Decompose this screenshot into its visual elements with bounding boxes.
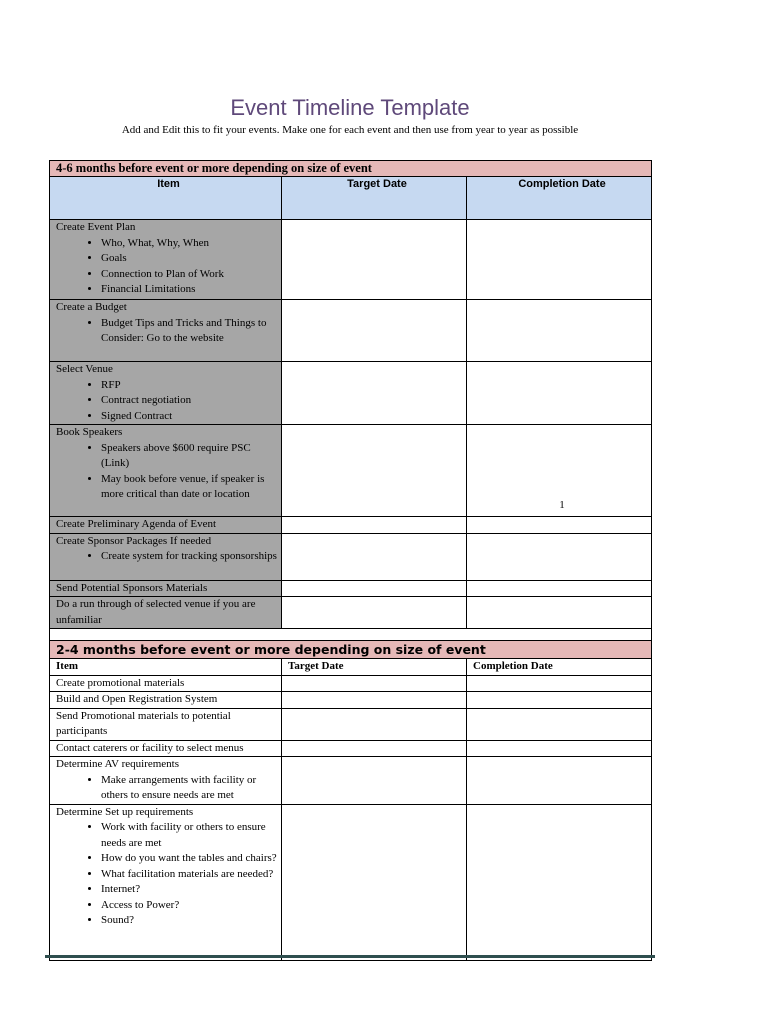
item-cell	[50, 675, 282, 692]
target-date-cell[interactable]	[282, 220, 467, 300]
item-bullet: • Financial Limitations	[101, 282, 281, 298]
column-header-row	[50, 177, 652, 220]
item-label: Do a run through of selected venue if you are unfamiliar	[56, 598, 256, 626]
item-label: Contact caterers or facility to select menus	[56, 741, 244, 754]
completion-date-cell[interactable]	[467, 533, 652, 580]
target-date-cell[interactable]	[282, 533, 467, 580]
table-row	[50, 692, 652, 709]
item-bullet: • How do you want the tables and chairs?	[101, 851, 281, 867]
item-label: Create a Budget	[56, 301, 127, 313]
target-date-cell[interactable]	[282, 692, 467, 709]
table-row	[50, 597, 652, 629]
item-bullet: • Signed Contract	[101, 409, 281, 425]
table-row	[50, 517, 652, 534]
target-date-cell[interactable]	[282, 757, 467, 805]
item-bullet: • Create system for tracking sponsorships	[101, 549, 281, 565]
item-bullet: • Make arrangements with facility or others to ensure needs are met	[101, 773, 281, 804]
table-row	[50, 425, 652, 517]
item-bullet: • Speakers above $600 require PSC (Link)	[101, 441, 281, 472]
item-cell	[50, 220, 282, 300]
target-date-cell[interactable]	[282, 580, 467, 597]
item-bullet-list	[56, 820, 281, 929]
item-bullet: • Access to Power?	[101, 898, 281, 914]
item-bullet: • Contract negotiation	[101, 393, 281, 409]
item-label: Determine AV requirements	[56, 758, 180, 770]
completion-date-cell[interactable]	[467, 804, 652, 960]
item-bullet-list	[56, 378, 281, 425]
column-header-target-date: Target Date	[282, 659, 467, 676]
item-bullet-list	[56, 441, 281, 503]
item-bullet: • Internet?	[101, 882, 281, 898]
target-date-cell[interactable]	[282, 517, 467, 534]
page-number: 1	[559, 498, 565, 511]
bottom-rule	[45, 955, 655, 958]
target-date-cell[interactable]	[282, 425, 467, 517]
item-bullet: • Sound?	[101, 913, 281, 929]
completion-date-cell[interactable]	[467, 425, 652, 517]
table-row	[50, 675, 652, 692]
item-cell	[50, 708, 282, 740]
timeline-table-2-4-months	[49, 640, 652, 961]
completion-date-cell[interactable]	[467, 675, 652, 692]
item-cell	[50, 757, 282, 805]
completion-date-cell[interactable]	[467, 220, 652, 300]
item-cell	[50, 740, 282, 757]
table-row	[50, 804, 652, 960]
completion-date-cell[interactable]	[467, 597, 652, 629]
item-label: Book Speakers	[56, 426, 123, 438]
column-header-item: Item	[50, 659, 282, 676]
item-cell	[50, 517, 282, 534]
item-bullet-list	[56, 549, 281, 565]
item-bullet: • Connection to Plan of Work	[101, 267, 281, 283]
item-bullet-list	[56, 236, 281, 298]
item-label: Create promotional materials	[56, 676, 185, 689]
item-bullet: • Goals	[101, 251, 281, 267]
target-date-cell[interactable]	[282, 300, 467, 362]
item-bullet: • RFP	[101, 378, 281, 394]
item-label: Determine Set up requirements	[56, 805, 194, 818]
column-header-completion-date: Completion Date	[467, 659, 652, 676]
item-label: Create Preliminary Agenda of Event	[56, 518, 217, 530]
item-bullet-list	[56, 773, 281, 804]
item-bullet: • May book before venue, if speaker is more critical than date or location	[101, 472, 281, 503]
item-cell	[50, 533, 282, 580]
target-date-cell[interactable]	[282, 740, 467, 757]
item-cell	[50, 300, 282, 362]
item-cell	[50, 362, 282, 425]
table-row	[50, 740, 652, 757]
completion-date-cell[interactable]	[467, 300, 652, 362]
item-label: Send Promotional materials to potential participants	[56, 709, 231, 737]
target-date-cell[interactable]	[282, 597, 467, 629]
completion-date-cell[interactable]	[467, 362, 652, 425]
item-label: Create Event Plan	[56, 221, 136, 233]
item-label: Create Sponsor Packages If needed	[56, 534, 212, 547]
target-date-cell[interactable]	[282, 675, 467, 692]
item-cell	[50, 597, 282, 629]
document-subtitle: Add and Edit this to fit your events. Make one for each event and then use from year to year as possible	[121, 124, 579, 136]
completion-date-cell[interactable]	[467, 757, 652, 805]
section-heading: 2-4 months before event or more depending on size of event	[50, 641, 652, 659]
item-label: Build and Open Registration System	[56, 693, 218, 705]
item-cell	[50, 804, 282, 960]
table-row	[50, 362, 652, 425]
item-label: Select Venue	[56, 363, 113, 375]
completion-date-cell[interactable]	[467, 692, 652, 709]
completion-date-cell[interactable]	[467, 740, 652, 757]
item-bullet: • What facilitation materials are needed?	[101, 867, 281, 883]
item-bullet: • Budget Tips and Tricks and Things to Consider: Go to the website	[101, 316, 281, 347]
target-date-cell[interactable]	[282, 804, 467, 960]
section-heading-row	[50, 161, 652, 177]
completion-date-cell[interactable]	[467, 517, 652, 534]
table-row	[50, 533, 652, 580]
table-row	[50, 580, 652, 597]
item-bullet-list	[56, 316, 281, 347]
item-label: Send Potential Sponsors Materials	[56, 581, 208, 594]
table-row	[50, 757, 652, 805]
item-cell	[50, 692, 282, 709]
completion-date-cell[interactable]	[467, 580, 652, 597]
section-heading-row	[50, 641, 652, 659]
column-header-row	[50, 659, 652, 676]
target-date-cell[interactable]	[282, 362, 467, 425]
section-heading: 4-6 months before event or more depending on size of event	[50, 161, 652, 177]
column-header-target-date: Target Date	[282, 177, 467, 220]
document-title: Event Timeline Template	[230, 95, 470, 120]
column-header-completion-date: Completion Date	[467, 177, 652, 220]
table-row	[50, 220, 652, 300]
item-bullet: • Who, What, Why, When	[101, 236, 281, 252]
column-header-item: Item	[50, 177, 282, 220]
item-cell	[50, 580, 282, 597]
item-cell	[50, 425, 282, 517]
timeline-table-4-6-months	[49, 160, 652, 644]
completion-date-cell[interactable]	[467, 708, 652, 740]
item-bullet: • Work with facility or others to ensure needs are met	[101, 820, 281, 851]
target-date-cell[interactable]	[282, 708, 467, 740]
table-row	[50, 300, 652, 362]
table-row	[50, 708, 652, 740]
